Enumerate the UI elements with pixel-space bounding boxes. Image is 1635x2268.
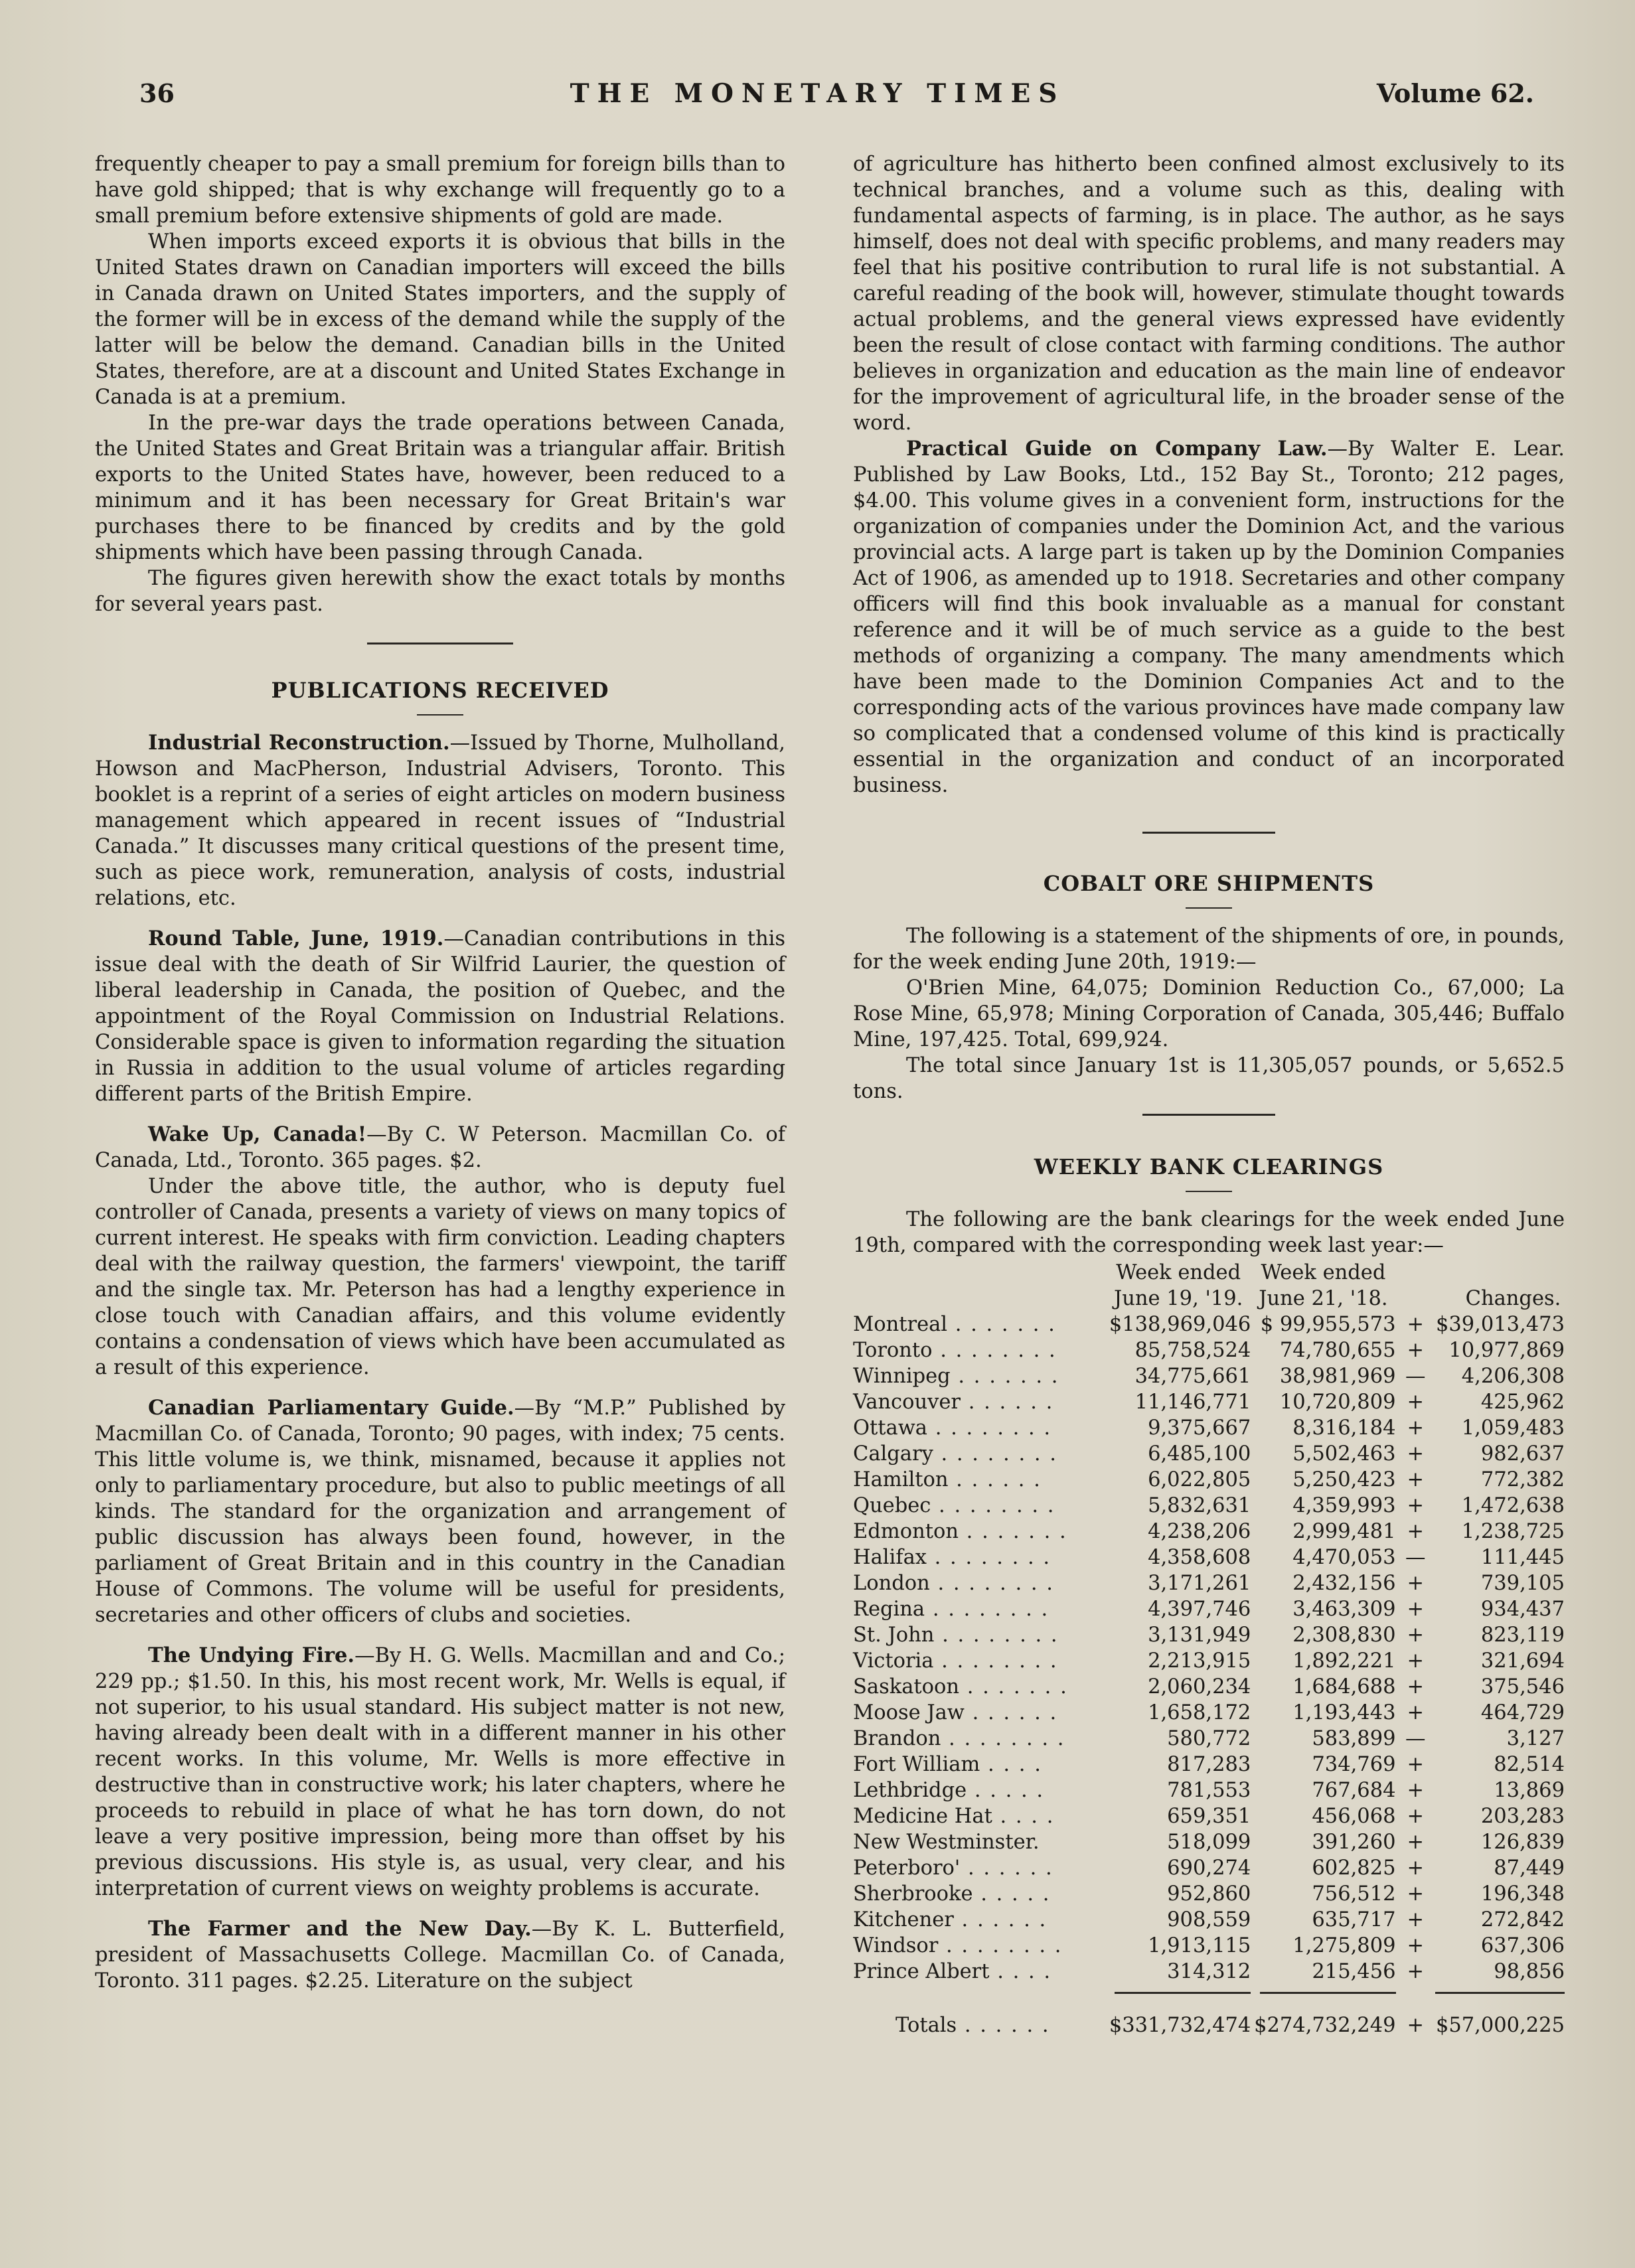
publication-text: —Canadian contributions in this issue deal with the death of Sir Wilfrid Laurier, the question of liberal leadership in Canada, the position of Quebec, and the appointment of the Royal Commission on Industrial Relations. Considerable space is given to information regarding the situation in Russia in addition to the usual volume of articles regarding different parts of the British Empire. bbox=[95, 927, 785, 1106]
column-header: Changes. bbox=[1465, 1287, 1561, 1310]
cell-w18: 2,432,156 bbox=[1292, 1572, 1396, 1595]
dot-leader: . . . . . . . bbox=[947, 1313, 1056, 1336]
dot-leader: . . . . . . . bbox=[959, 1675, 1068, 1699]
city-cell bbox=[853, 1363, 1106, 1389]
table-row bbox=[853, 1855, 1565, 1881]
city-name: Kitchener bbox=[853, 1908, 954, 1931]
totals-1919: $331,732,474 bbox=[1109, 2014, 1251, 2037]
cell-w18: 1,684,688 bbox=[1292, 1675, 1396, 1699]
cell-change: 375,546 bbox=[1480, 1675, 1565, 1699]
publication-title: Wake Up, Canada! bbox=[148, 1122, 367, 1146]
clearings-title: WEEKLY BANK CLEARINGS bbox=[1034, 1154, 1384, 1179]
cell-sign: + bbox=[1407, 1468, 1425, 1491]
sum-line-row bbox=[853, 1985, 1565, 1994]
cell-sign: + bbox=[1407, 1494, 1425, 1517]
cell-w19: 11,146,771 bbox=[1134, 1391, 1251, 1414]
cell-change: 739,105 bbox=[1480, 1572, 1565, 1595]
table-row bbox=[853, 1752, 1565, 1777]
table-header-row bbox=[853, 1286, 1565, 1312]
cell-sign: + bbox=[1407, 1624, 1425, 1647]
publication-text: —By “M.P.” Published by Macmillan Co. of Canada, Toronto; 90 pages, with index; 75 cents. This little volume is, we think, misnamed, because it applies not only to parliamentary procedure, but also to public meetings of all kinds. The standard for the organization and arrangement of public discussion has always been found, however, in the parliament of Great Britain and in this country in the Canadian House of Commons. The volume will be useful for presidents, secretaries and other officers of clubs and societies. bbox=[95, 1397, 785, 1627]
city-name: Quebec bbox=[853, 1494, 931, 1517]
cell-sign: + bbox=[1407, 1391, 1425, 1414]
city-cell bbox=[853, 1441, 1106, 1467]
city-cell bbox=[853, 1545, 1106, 1570]
table-row bbox=[853, 1648, 1565, 1674]
cell-w19: 5,832,631 bbox=[1148, 1494, 1251, 1517]
cell-change: 111,445 bbox=[1480, 1546, 1565, 1569]
city-name: Lethbridge bbox=[853, 1779, 967, 1802]
city-name: Peterboro' bbox=[853, 1856, 961, 1880]
cell-w18: 456,068 bbox=[1312, 1805, 1396, 1828]
dot-leader: . . . . . . . . bbox=[929, 1572, 1054, 1595]
city-cell bbox=[853, 1389, 1106, 1415]
publication-title: Canadian Parliamentary Guide. bbox=[148, 1396, 514, 1420]
cell-sign: + bbox=[1407, 1416, 1425, 1440]
table-row bbox=[853, 1881, 1565, 1907]
publication-title: Practical Guide on Company Law. bbox=[906, 437, 1328, 461]
publication-title: Industrial Reconstruction. bbox=[148, 731, 450, 755]
publication-text: —By H. G. Wells. Macmillan and and Co.; 229 pp.; $1.50. In this, his most recent work, Mr. Wells is equal, if not superior, to his usual standard. His subject matter is not new, having already been dealt with in a different manner in his other recent works. In this volume, Mr. Wells is more effective in destructive than in constructive work; his later chapters, where he proceeds to rebuild in place of what he has torn down, do not leave a very positive impression, being more than offset by his previous discussions. His style is, as usual, very clear, and his interpretation of current views on weighty problems is accurate. bbox=[95, 1644, 785, 1900]
table-row bbox=[853, 1493, 1565, 1519]
column-header: Week ended bbox=[1116, 1261, 1241, 1284]
cell-sign: — bbox=[1405, 1727, 1426, 1750]
cell-change: 87,449 bbox=[1494, 1856, 1565, 1880]
table-row bbox=[853, 1907, 1565, 1933]
cell-change: 98,856 bbox=[1494, 1960, 1565, 1983]
totals-label-cell bbox=[853, 1994, 1106, 2038]
cell-sign: + bbox=[1407, 1856, 1425, 1880]
city-name: Saskatoon bbox=[853, 1675, 960, 1699]
cell-w19: 580,772 bbox=[1167, 1727, 1251, 1750]
cell-w18: 2,308,830 bbox=[1292, 1624, 1396, 1647]
city-cell bbox=[853, 1519, 1106, 1545]
cell-change: 1,238,725 bbox=[1461, 1520, 1565, 1543]
city-cell bbox=[853, 1700, 1106, 1726]
city-name: Moose Jaw bbox=[853, 1701, 965, 1724]
table-row bbox=[853, 1441, 1565, 1467]
city-cell bbox=[853, 1674, 1106, 1700]
sum-rule bbox=[1115, 1992, 1251, 1994]
table-row bbox=[853, 1622, 1565, 1648]
table-row bbox=[853, 1312, 1565, 1337]
table-row bbox=[853, 1519, 1565, 1545]
cell-sign: — bbox=[1405, 1546, 1426, 1569]
totals-1918: $274,732,249 bbox=[1254, 2014, 1396, 2037]
publication-entry bbox=[95, 1916, 785, 1994]
city-cell bbox=[853, 1337, 1106, 1363]
cell-w18: $ 99,955,573 bbox=[1260, 1313, 1396, 1336]
dot-leader: . . . . . . bbox=[957, 2014, 1050, 2037]
dot-leader: . . . . bbox=[992, 1805, 1055, 1828]
publication-entry bbox=[95, 926, 785, 1107]
clearings-table-body bbox=[853, 1312, 1565, 1985]
cobalt-paragraph: The total since January 1st is 11,305,057 pounds, or 5,652.5 tons. bbox=[853, 1054, 1565, 1103]
dot-leader: . . . . . . . . bbox=[926, 1546, 1051, 1569]
cell-sign: + bbox=[1407, 1753, 1425, 1776]
cell-change: $39,013,473 bbox=[1435, 1313, 1565, 1336]
cell-sign: — bbox=[1405, 1365, 1426, 1388]
city-name: Victoria bbox=[853, 1649, 934, 1673]
city-cell bbox=[853, 1648, 1106, 1674]
city-cell bbox=[853, 1596, 1106, 1622]
cell-w18: 5,502,463 bbox=[1292, 1442, 1396, 1466]
city-cell bbox=[853, 1752, 1106, 1777]
cell-sign: + bbox=[1407, 1701, 1425, 1724]
table-row bbox=[853, 1467, 1565, 1493]
publication-entry bbox=[95, 1395, 785, 1628]
dot-leader: . . . . . . . . bbox=[938, 1934, 1063, 1957]
cell-sign: + bbox=[1407, 1831, 1425, 1854]
cell-w19: $138,969,046 bbox=[1109, 1313, 1251, 1336]
cell-change: 1,472,638 bbox=[1461, 1494, 1565, 1517]
city-cell bbox=[853, 1777, 1106, 1803]
city-cell bbox=[853, 1570, 1106, 1596]
cell-w18: 3,463,309 bbox=[1292, 1598, 1396, 1621]
cell-change: 82,514 bbox=[1494, 1753, 1565, 1776]
cell-w19: 9,375,667 bbox=[1148, 1416, 1251, 1440]
publication-text: —By Walter E. Lear. Published by Law Books, Ltd., 152 Bay St., Toronto; 212 pages, $4.00. This volume gives in a convenient form, instructions for the organization of companies under the Dominion Act, and the various provincial acts. A large part is taken up by the Dominion Companies Act of 1906, as amended up to 1918. Secretaries and other company officers will find this book invaluable as a manual for constant reference and it will be of much service as a guide to the best methods of organizing a company. The many amendments which have been made to the Dominion Companies Act and to the corresponding acts of the various provinces have made company law so complicated that a condensed volume of this kind is practically essential in the organization and conduct of an incorporated business. bbox=[853, 437, 1565, 797]
cell-w19: 2,060,234 bbox=[1148, 1675, 1251, 1699]
publication-text: —Issued by Thorne, Mulholland, Howson and MacPherson, Industrial Advisers, Toronto. This booklet is a reprint of a series of eight articles on modern business management which appeared in recent issues of “Industrial Canada.” It discusses many critical questions of the present time, such as piece work, remuneration, analysis of costs, industrial relations, etc. bbox=[95, 731, 785, 910]
cell-sign: + bbox=[1407, 1313, 1425, 1336]
cell-w19: 314,312 bbox=[1167, 1960, 1251, 1983]
table-row bbox=[853, 1545, 1565, 1570]
cell-w19: 1,658,172 bbox=[1148, 1701, 1251, 1724]
cell-w19: 952,860 bbox=[1167, 1882, 1251, 1906]
cell-sign: + bbox=[1407, 1779, 1425, 1802]
cell-w19: 34,775,661 bbox=[1134, 1365, 1251, 1388]
cell-change: 10,977,869 bbox=[1448, 1339, 1565, 1362]
dot-leader: . . . . . . bbox=[964, 1701, 1058, 1724]
dot-leader: . . . . . . bbox=[953, 1908, 1048, 1931]
totals-change: $57,000,225 bbox=[1435, 2014, 1565, 2037]
table-row bbox=[853, 1803, 1565, 1829]
column-header: June 21, '18. bbox=[1259, 1287, 1388, 1310]
city-name: Ottawa bbox=[853, 1416, 927, 1440]
table-row bbox=[853, 1700, 1565, 1726]
cell-w19: 4,397,746 bbox=[1148, 1598, 1251, 1621]
city-name: London bbox=[853, 1572, 930, 1595]
cell-change: 321,694 bbox=[1480, 1649, 1565, 1673]
publication-title: The Farmer and the New Day. bbox=[148, 1917, 532, 1941]
table-row bbox=[853, 1363, 1565, 1389]
city-name: Fort William bbox=[853, 1753, 980, 1776]
cell-w19: 4,358,608 bbox=[1148, 1546, 1251, 1569]
publications-title: PUBLICATIONS RECEIVED bbox=[271, 678, 609, 703]
cell-change: 637,306 bbox=[1480, 1934, 1565, 1957]
totals-sign: + bbox=[1407, 2014, 1425, 2037]
cell-sign: + bbox=[1407, 1908, 1425, 1931]
publication-title: Round Table, June, 1919. bbox=[148, 927, 444, 950]
cell-w19: 908,559 bbox=[1167, 1908, 1251, 1931]
cell-w18: 602,825 bbox=[1312, 1856, 1396, 1880]
table-header-row bbox=[853, 1260, 1565, 1286]
cell-w18: 38,981,969 bbox=[1279, 1365, 1396, 1388]
cell-sign: + bbox=[1407, 1675, 1425, 1699]
city-name: Calgary bbox=[853, 1442, 933, 1466]
cell-change: 823,119 bbox=[1480, 1624, 1565, 1647]
cell-change: 464,729 bbox=[1480, 1701, 1565, 1724]
city-cell bbox=[853, 1829, 1106, 1855]
cell-sign: + bbox=[1407, 1339, 1425, 1362]
title-underline bbox=[1186, 907, 1232, 909]
dot-leader: . . . . . . bbox=[948, 1468, 1042, 1491]
cell-change: 4,206,308 bbox=[1461, 1365, 1565, 1388]
cell-w18: 2,999,481 bbox=[1292, 1520, 1396, 1543]
cell-sign: + bbox=[1407, 1520, 1425, 1543]
journal-title: THE MONETARY TIMES bbox=[570, 78, 1065, 109]
cell-change: 772,382 bbox=[1480, 1468, 1565, 1491]
city-cell bbox=[853, 1415, 1106, 1441]
cell-w18: 4,470,053 bbox=[1292, 1546, 1396, 1569]
table-row bbox=[853, 1674, 1565, 1700]
cell-change: 196,348 bbox=[1480, 1882, 1565, 1906]
dot-leader: . . . . . . . . bbox=[927, 1416, 1052, 1440]
city-name: New Westminster. bbox=[853, 1831, 1040, 1854]
cell-w19: 659,351 bbox=[1167, 1805, 1251, 1828]
cell-w19: 817,283 bbox=[1167, 1753, 1251, 1776]
city-name: Sherbrooke bbox=[853, 1882, 973, 1906]
title-underline bbox=[417, 714, 463, 716]
city-name: Winnipeg bbox=[853, 1365, 951, 1388]
cell-sign: + bbox=[1407, 1598, 1425, 1621]
city-cell bbox=[853, 1933, 1106, 1959]
publication-entry bbox=[95, 1122, 785, 1173]
cell-change: 272,842 bbox=[1480, 1908, 1565, 1931]
dot-leader: . . . . bbox=[980, 1753, 1042, 1776]
totals-row bbox=[853, 1994, 1565, 2038]
cell-change: 126,839 bbox=[1480, 1831, 1565, 1854]
dot-leader: . . . . . . . . bbox=[925, 1598, 1050, 1621]
cell-w18: 1,193,443 bbox=[1292, 1701, 1396, 1724]
section-divider bbox=[367, 643, 513, 644]
intro-paragraph: frequently cheaper to pay a small premium for foreign bills than to have gold shipped; that is why exchange will frequently go to a small premium before extensive shipments of gold are made. bbox=[95, 153, 785, 228]
city-cell bbox=[853, 1855, 1106, 1881]
intro-paragraph: In the pre-war days the trade operations between Canada, the United States and Great Britain was a triangular affair. British exports to the United States have, however, been reduced to a minimum and it has been necessary for Great Britain's war purchases there to be financed by credits and by the gold shipments which have been passing through Canada. bbox=[95, 412, 785, 564]
cell-change: 13,869 bbox=[1494, 1779, 1565, 1802]
cell-w18: 583,899 bbox=[1312, 1727, 1396, 1750]
dot-leader: . . . . . . . . bbox=[931, 1494, 1055, 1517]
cell-sign: + bbox=[1407, 1934, 1425, 1957]
city-name: Regina bbox=[853, 1598, 925, 1621]
cell-w18: 74,780,655 bbox=[1279, 1339, 1396, 1362]
cobalt-paragraph: O'Brien Mine, 64,075; Dominion Reduction Co., 67,000; La Rose Mine, 65,978; Mining Corporation of Canada, 305,446; Buffalo Mine, 197,425. Total, 699,924. bbox=[853, 976, 1565, 1051]
publication-text: —By C. W Peterson. Macmillan Co. of Canada, Ltd., Toronto. 365 pages. $2. bbox=[95, 1123, 785, 1172]
cell-sign: + bbox=[1407, 1442, 1425, 1466]
column-header: Week ended bbox=[1261, 1261, 1386, 1284]
cell-sign: + bbox=[1407, 1572, 1425, 1595]
city-name: Windsor bbox=[853, 1934, 939, 1957]
city-name: Vancouver bbox=[853, 1391, 961, 1414]
intro-paragraph: The figures given herewith show the exact totals by months for several years past. bbox=[95, 567, 785, 616]
section-divider bbox=[1142, 1114, 1275, 1116]
dot-leader: . . . . . bbox=[967, 1779, 1045, 1802]
cell-w18: 756,512 bbox=[1312, 1882, 1396, 1906]
table-row bbox=[853, 1829, 1565, 1855]
cell-w19: 2,213,915 bbox=[1148, 1649, 1251, 1673]
table-row bbox=[853, 1389, 1565, 1415]
publication-entry bbox=[853, 436, 1565, 798]
cell-w19: 85,758,524 bbox=[1134, 1339, 1251, 1362]
dot-leader: . . . . . . bbox=[960, 1856, 1053, 1880]
city-cell bbox=[853, 1622, 1106, 1648]
cobalt-title: COBALT ORE SHIPMENTS bbox=[1043, 871, 1375, 896]
cell-change: 3,127 bbox=[1506, 1727, 1565, 1750]
city-name: Halifax bbox=[853, 1546, 927, 1569]
page-number: 36 bbox=[139, 78, 175, 108]
publication-entry bbox=[95, 730, 785, 911]
city-cell bbox=[853, 1881, 1106, 1907]
dot-leader: . . . . . . . . bbox=[933, 1649, 1058, 1673]
publication-entry bbox=[95, 1643, 785, 1902]
left-column bbox=[95, 151, 785, 1994]
city-cell bbox=[853, 1959, 1106, 1985]
cell-w18: 767,684 bbox=[1312, 1779, 1396, 1802]
sum-rule bbox=[1435, 1992, 1565, 1994]
cell-w19: 4,238,206 bbox=[1148, 1520, 1251, 1543]
city-cell bbox=[853, 1467, 1106, 1493]
city-cell bbox=[853, 1726, 1106, 1752]
volume-label: Volume 62. bbox=[1376, 78, 1534, 108]
table-row bbox=[853, 1933, 1565, 1959]
cell-change: 203,283 bbox=[1480, 1805, 1565, 1828]
city-name: Toronto bbox=[853, 1339, 933, 1362]
cell-w19: 6,022,805 bbox=[1148, 1468, 1251, 1491]
cobalt-paragraph: The following is a statement of the shipments of ore, in pounds, for the week ending June 20th, 1919:— bbox=[853, 925, 1565, 974]
cell-w19: 6,485,100 bbox=[1148, 1442, 1251, 1466]
cell-w19: 518,099 bbox=[1167, 1831, 1251, 1854]
cell-w18: 8,316,184 bbox=[1292, 1416, 1396, 1440]
city-name: St. John bbox=[853, 1624, 935, 1647]
cell-change: 1,059,483 bbox=[1461, 1416, 1565, 1440]
cell-w18: 734,769 bbox=[1312, 1753, 1396, 1776]
cell-w18: 215,456 bbox=[1312, 1960, 1396, 1983]
dot-leader: . . . . . . . . bbox=[934, 1624, 1059, 1647]
cell-w18: 1,275,809 bbox=[1292, 1934, 1396, 1957]
publication-text: —By K. L. Butterfield, president of Massachusetts College. Macmillan Co. of Canada, Toronto. 311 pages. $2.25. Literature on the subject bbox=[95, 1918, 785, 1993]
table-row bbox=[853, 1337, 1565, 1363]
intro-paragraph: When imports exceed exports it is obvious that bills in the United States drawn on Canadian importers will exceed the bills in Canada drawn on United States importers, and the supply of the former will be in excess of the demand while the supply of the latter will be below the demand. Canadian bills in the United States, therefore, are at a discount and United States Exchange in Canada is at a premium. bbox=[95, 230, 785, 409]
city-cell bbox=[853, 1907, 1106, 1933]
city-name: Edmonton bbox=[853, 1520, 959, 1543]
city-name: Brandon bbox=[853, 1727, 941, 1750]
right-column bbox=[853, 151, 1565, 2038]
dot-leader: . . . . bbox=[989, 1960, 1052, 1983]
dot-leader: . . . . . . . bbox=[958, 1520, 1067, 1543]
city-name: Prince Albert bbox=[853, 1960, 990, 1983]
dot-leader: . . . . . . . bbox=[950, 1365, 1059, 1388]
cell-change: 425,962 bbox=[1480, 1391, 1565, 1414]
table-row bbox=[853, 1596, 1565, 1622]
publication-title: The Undying Fire. bbox=[148, 1643, 355, 1667]
totals-label: Totals bbox=[895, 2014, 957, 2037]
column-header: June 19, '19. bbox=[1114, 1287, 1243, 1310]
dot-leader: . . . . . . . . bbox=[941, 1727, 1065, 1750]
cell-sign: + bbox=[1407, 1805, 1425, 1828]
city-cell bbox=[853, 1803, 1106, 1829]
cell-sign: + bbox=[1407, 1882, 1425, 1906]
city-name: Medicine Hat bbox=[853, 1805, 992, 1828]
cell-sign: + bbox=[1407, 1649, 1425, 1673]
table-row bbox=[853, 1959, 1565, 1985]
cell-w19: 690,274 bbox=[1167, 1856, 1251, 1880]
table-row bbox=[853, 1777, 1565, 1803]
dot-leader: . . . . . bbox=[973, 1882, 1051, 1906]
cell-w18: 5,250,423 bbox=[1292, 1468, 1396, 1491]
section-divider bbox=[1142, 832, 1275, 834]
title-underline bbox=[1186, 1191, 1232, 1192]
cell-sign: + bbox=[1407, 1960, 1425, 1983]
city-name: Montreal bbox=[853, 1313, 948, 1336]
city-cell bbox=[853, 1493, 1106, 1519]
publication-continuation: of agriculture has hitherto been confined almost exclusively to its technical branches, and a volume such as this, dealing with fundamental aspects of farming, is in place. The author, as he says himself, does not deal with specific problems, and many readers may feel that his positive contribution to rural life is not substantial. A careful reading of the book will, however, stimulate thought towards actual problems, and the general views expressed have evidently been the result of close contact with farming conditions. The author believes in organization and education as the main line of endeavor for the improvement of agricultural life, in the broader sense of the word. bbox=[853, 153, 1565, 435]
cell-w19: 3,171,261 bbox=[1148, 1572, 1251, 1595]
cell-w19: 781,553 bbox=[1167, 1779, 1251, 1802]
cell-w18: 10,720,809 bbox=[1279, 1391, 1396, 1414]
dot-leader: . . . . . . bbox=[961, 1391, 1054, 1414]
dot-leader: . . . . . . . . bbox=[933, 1442, 1057, 1466]
cell-w18: 635,717 bbox=[1312, 1908, 1396, 1931]
publication-continuation: Under the above title, the author, who is deputy fuel controller of Canada, presents a variety of views on many topics of current interest. He speaks with firm conviction. Leading chapters deal with the railway question, the farmers' viewpoint, the tariff and the single tax. Mr. Peterson has had a lengthy experience in close touch with Canadian affairs, and this volume evidently contains a condensation of views which have been accumulated as a result of this experience. bbox=[95, 1175, 785, 1379]
cell-w18: 1,892,221 bbox=[1292, 1649, 1396, 1673]
city-name: Hamilton bbox=[853, 1468, 949, 1491]
clearings-intro: The following are the bank clearings for the week ended June 19th, compared with the corresponding week last year:— bbox=[853, 1208, 1565, 1257]
page-header bbox=[0, 78, 1635, 118]
cell-w18: 4,359,993 bbox=[1292, 1494, 1396, 1517]
cell-w18: 391,260 bbox=[1312, 1831, 1396, 1854]
cell-w19: 1,913,115 bbox=[1148, 1934, 1251, 1957]
dot-leader: . . . . . . . . bbox=[932, 1339, 1057, 1362]
cell-change: 982,637 bbox=[1480, 1442, 1565, 1466]
city-cell bbox=[853, 1312, 1106, 1337]
table-row bbox=[853, 1570, 1565, 1596]
cell-change: 934,437 bbox=[1480, 1598, 1565, 1621]
table-row bbox=[853, 1726, 1565, 1752]
clearings-table bbox=[853, 1260, 1565, 2038]
cell-w19: 3,131,949 bbox=[1148, 1624, 1251, 1647]
table-row bbox=[853, 1415, 1565, 1441]
sum-rule bbox=[1260, 1992, 1396, 1994]
